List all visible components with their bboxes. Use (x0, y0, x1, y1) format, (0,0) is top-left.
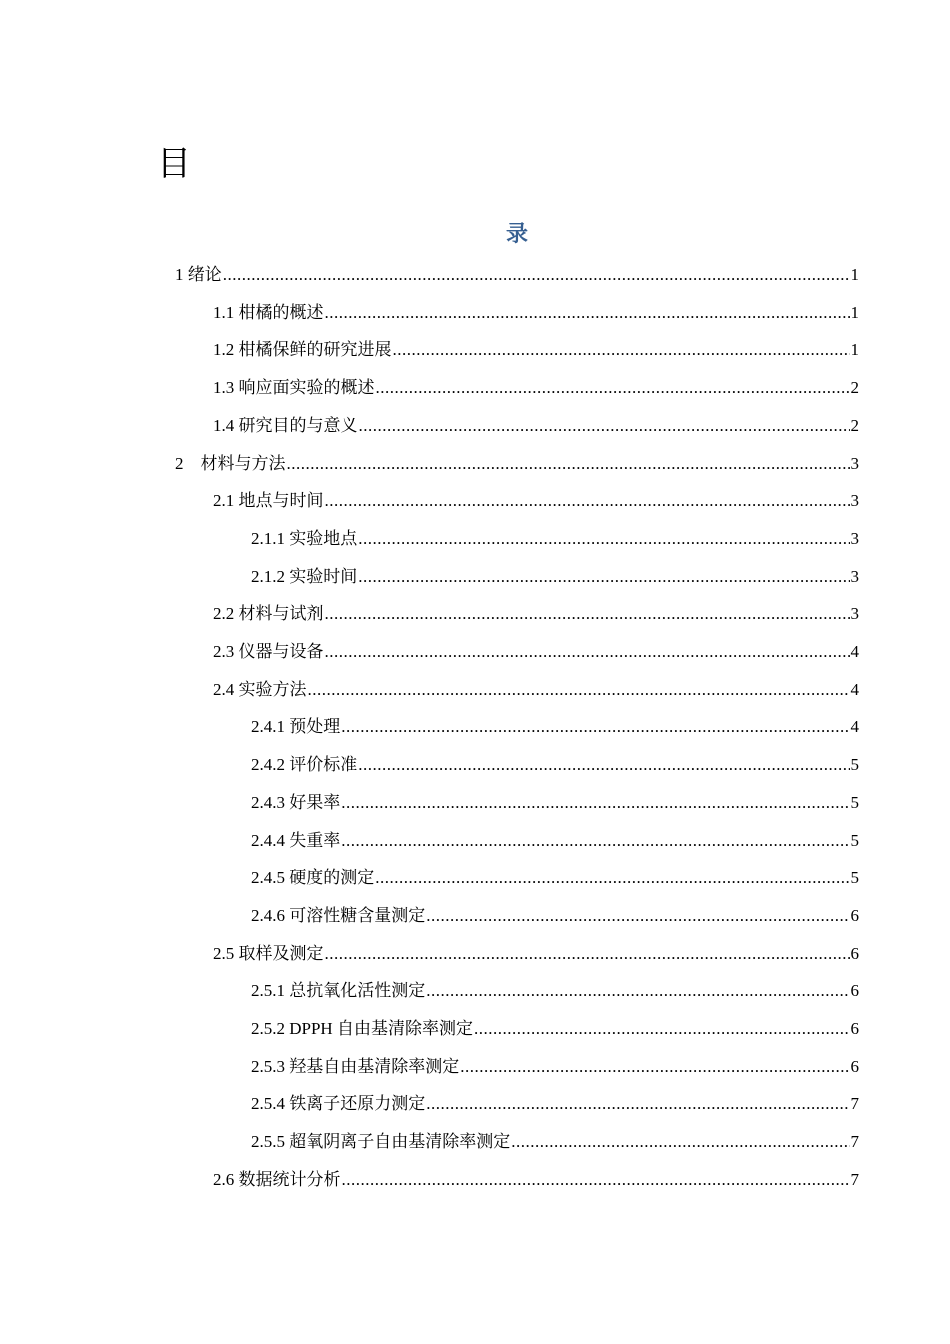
toc-entry-page: 3 (850, 528, 859, 548)
toc-leader-dots (358, 752, 849, 778)
toc-entry-page: 1 (850, 340, 859, 360)
toc-entry[interactable] (251, 978, 859, 1004)
toc-entry-page: 6 (850, 1019, 859, 1038)
toc-entry-label: 2.1 地点与时间 (213, 491, 324, 511)
toc-entry[interactable] (213, 488, 859, 514)
toc-entry[interactable] (251, 714, 859, 740)
toc-entry-label: 1.4 研究目的与意义 (213, 415, 358, 435)
toc-entry-page: 6 (850, 905, 859, 925)
toc-entry-page: 4 (850, 642, 859, 661)
toc-entry-label: 2.4.4 失重率 (251, 830, 341, 850)
toc-entry-label: 2.5.5 超氧阴离子自由基清除率测定 (251, 1132, 511, 1152)
toc-entry-label: 2.5.4 铁离子还原力测定 (251, 1094, 426, 1114)
toc-entry-page: 5 (850, 755, 859, 775)
toc-entry[interactable] (251, 526, 859, 552)
toc-title-first-char: 目 (157, 144, 191, 184)
toc-entry-label: 2.3 仪器与设备 (213, 642, 324, 661)
toc-entry[interactable] (175, 262, 859, 288)
toc-entry-page: 7 (850, 1132, 859, 1152)
toc-entry-page: 3 (850, 604, 859, 624)
toc-entry-label: 2.6 数据统计分析 (213, 1169, 341, 1189)
toc-leader-dots (341, 790, 849, 816)
toc-leader-dots (308, 677, 850, 703)
toc-entry-page: 6 (850, 1056, 859, 1076)
toc-entry[interactable] (251, 790, 859, 816)
toc-entry-page: 6 (850, 981, 859, 1001)
toc-entry[interactable] (213, 337, 859, 363)
toc-entry[interactable] (251, 903, 859, 929)
toc-entry[interactable] (251, 564, 859, 590)
toc-leader-dots (426, 1091, 849, 1117)
toc-entry[interactable] (213, 375, 859, 401)
toc-entry-label: 2.4.3 好果率 (251, 792, 341, 812)
toc-leader-dots (474, 1016, 850, 1042)
toc-entry[interactable] (213, 413, 859, 439)
toc-entry-label: 2.4 实验方法 (213, 679, 307, 699)
toc-leader-dots (325, 639, 850, 665)
toc-leader-dots (325, 601, 850, 627)
toc-entry-label: 1.2 柑橘保鲜的研究进展 (213, 340, 392, 360)
toc-leader-dots (358, 526, 849, 552)
toc-entry[interactable] (251, 865, 859, 891)
toc-entry-page: 1 (850, 302, 859, 322)
toc-entry[interactable] (251, 1054, 859, 1080)
toc-entry[interactable] (251, 1016, 859, 1042)
toc-entry-page: 7 (850, 1169, 859, 1189)
toc-leader-dots (358, 564, 849, 590)
toc-leader-dots (426, 903, 849, 929)
toc-entry-label: 1.1 柑橘的概述 (213, 302, 324, 322)
toc-leader-dots (342, 1167, 850, 1193)
toc-entry-label: 2.5.1 总抗氧化活性测定 (251, 981, 426, 1001)
toc-entry-label: 2.2 材料与试剂 (213, 604, 324, 624)
toc-entry-label: 2 材料与方法 (175, 453, 286, 473)
toc-leader-dots (287, 451, 850, 477)
toc-entry[interactable] (251, 1129, 859, 1155)
toc-entry-page: 1 (850, 265, 859, 284)
toc-entry[interactable] (213, 1167, 859, 1193)
toc-leader-dots (325, 941, 850, 967)
toc-entry-label: 2.4.6 可溶性糖含量测定 (251, 905, 426, 925)
toc-entry-page: 4 (850, 679, 859, 699)
toc-entry-page: 2 (850, 378, 859, 398)
toc-entry-label: 2.4.1 预处理 (251, 717, 341, 737)
toc-entry[interactable] (251, 828, 859, 854)
toc-leader-dots (460, 1054, 849, 1080)
toc-entry[interactable] (251, 1091, 859, 1117)
toc-leader-dots (223, 262, 850, 288)
toc-entry-page: 4 (850, 717, 859, 737)
toc-leader-dots (341, 714, 849, 740)
toc-leader-dots (393, 337, 850, 363)
toc-entry-page: 3 (850, 453, 859, 473)
toc-entry[interactable] (175, 451, 859, 477)
toc-entry-label: 1 绪论 (175, 265, 222, 284)
toc-entry[interactable] (213, 677, 859, 703)
toc-entry-label: 1.3 响应面实验的概述 (213, 378, 375, 398)
toc-title-second-char: 录 (505, 222, 528, 247)
toc-entry[interactable] (251, 752, 859, 778)
toc-entry-page: 7 (850, 1094, 859, 1114)
toc-leader-dots (511, 1129, 849, 1155)
toc-leader-dots (325, 488, 850, 514)
toc-entry[interactable] (213, 601, 859, 627)
toc-leader-dots (341, 828, 849, 854)
toc-entry-page: 6 (850, 943, 859, 963)
toc-entry-page: 5 (850, 792, 859, 812)
toc-leader-dots (359, 413, 850, 439)
toc-entry-label: 2.5 取样及测定 (213, 943, 324, 963)
toc-leader-dots (375, 865, 849, 891)
toc-entry-page: 5 (850, 868, 859, 888)
toc-entry[interactable] (213, 941, 859, 967)
toc-entry[interactable] (213, 639, 859, 665)
toc-entry-label: 2.4.5 硬度的测定 (251, 868, 375, 888)
toc-leader-dots (376, 375, 850, 401)
toc-entry-label: 2.4.2 评价标准 (251, 755, 358, 775)
toc-entry-label: 2.5.3 羟基自由基清除率测定 (251, 1056, 460, 1076)
toc-entry-label: 2.1.1 实验地点 (251, 528, 358, 548)
toc-entry[interactable] (213, 300, 859, 326)
toc-entry-label: 2.5.2 DPPH 自由基清除率测定 (251, 1019, 473, 1038)
toc-leader-dots (325, 300, 850, 326)
toc-entry-page: 2 (850, 415, 859, 435)
toc-entry-page: 5 (850, 830, 859, 850)
toc-entry-page: 3 (850, 491, 859, 511)
toc-leader-dots (426, 978, 849, 1004)
toc-entry-label: 2.1.2 实验时间 (251, 566, 358, 586)
toc-entry-page: 3 (850, 566, 859, 586)
